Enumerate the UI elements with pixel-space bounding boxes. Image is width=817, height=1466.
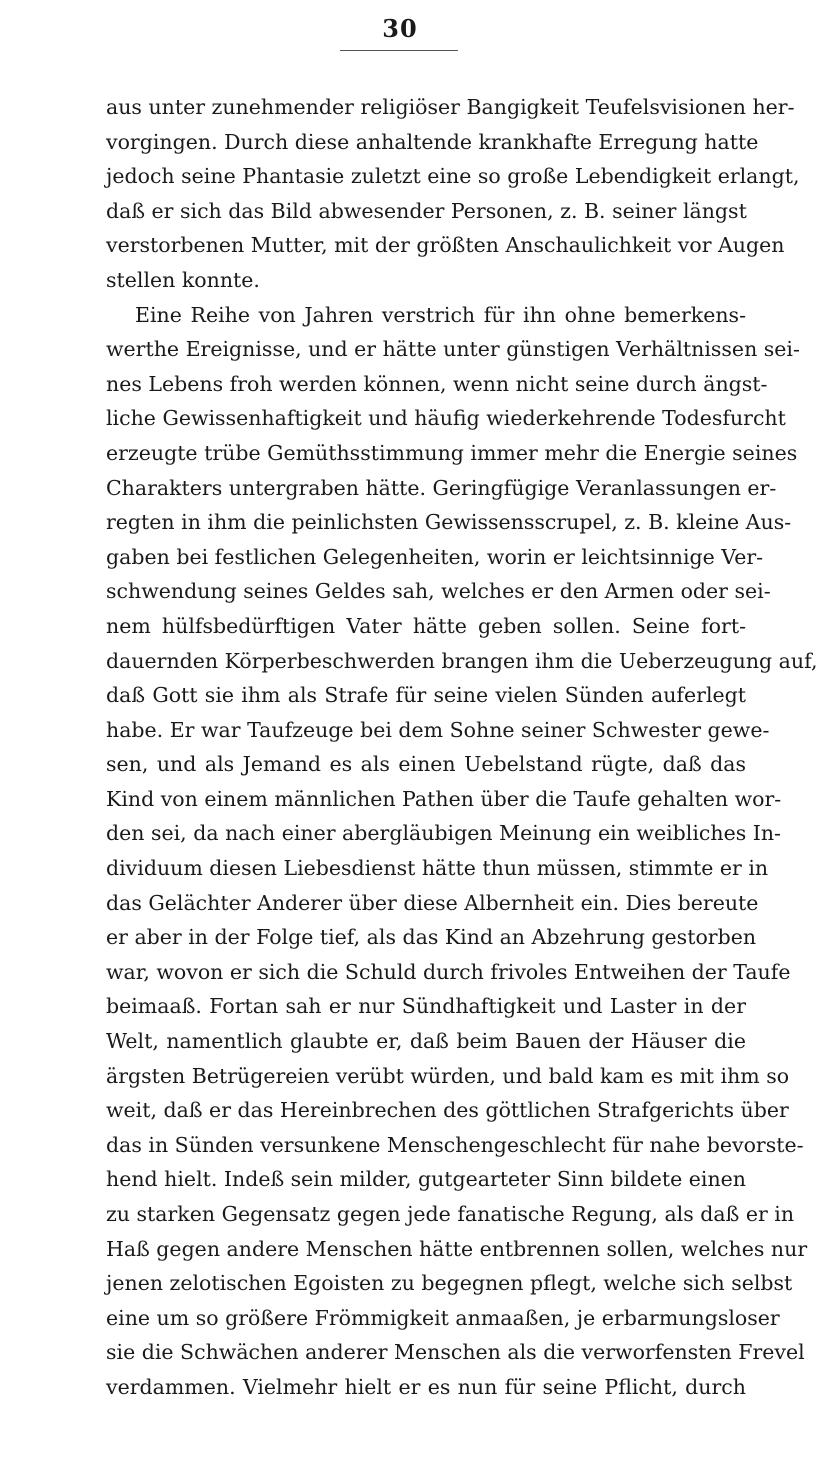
text-line: Eine Reihe von Jahren verstrich für ihn ohne bemerkens- <box>135 302 746 327</box>
text-line: war, wovon er sich die Schuld durch frivoles Entweihen der Taufe <box>106 959 791 984</box>
text-line: das in Sünden versunkene Menschengeschlecht für nahe bevorste- <box>106 1132 804 1157</box>
text-line: dauernden Körperbeschwerden brangen ihm die Ueberzeugung auf, <box>106 648 817 673</box>
text-line: das Gelächter Anderer über diese Albernheit ein. Dies bereute <box>106 890 759 915</box>
text-line: gaben bei festlichen Gelegenheiten, worin er leichtsinnige Ver- <box>106 544 764 569</box>
text-line: dividuum diesen Liebesdienst hätte thun müssen, stimmte er in <box>106 856 769 881</box>
text-line: er aber in der Folge tief, als das Kind an Abzehrung gestorben <box>106 925 757 950</box>
text-line: hend hielt. Indeß sein milder, gutgearteter Sinn bildete einen <box>106 1167 746 1192</box>
text-line: liche Gewissenhaftigkeit und häufig wiederkehrende Todesfurcht <box>106 406 786 431</box>
text-line: jenen zelotischen Egoisten zu begegnen pflegt, welche sich selbst <box>106 1271 793 1296</box>
text-line: sie die Schwächen anderer Menschen als die verworfensten Frevel <box>106 1340 805 1365</box>
text-line: schwendung seines Geldes sah, welches er den Armen oder sei- <box>106 579 771 604</box>
text-line: ärgsten Betrügereien verübt würden, und bald kam es mit ihm so <box>106 1063 790 1088</box>
text-line: verstorbenen Mutter, mit der größten Anschaulichkeit vor Augen <box>106 233 785 258</box>
text-line: stellen konnte. <box>106 267 260 292</box>
text-line: erzeugte trübe Gemüthsstimmung immer mehr die Energie seines <box>106 440 798 465</box>
text-line: sen, und als Jemand es als einen Uebelstand rügte, daß das <box>106 752 746 777</box>
text-line: jedoch seine Phantasie zuletzt eine so große Lebendigkeit erlangt, <box>106 164 800 189</box>
body-text <box>106 90 817 1405</box>
text-line: den sei, da nach einer abergläubigen Meinung ein weibliches In- <box>106 821 781 846</box>
text-line: beimaaß. Fortan sah er nur Sündhaftigkeit und Laster in der <box>106 994 746 1019</box>
text-line: eine um so größere Frömmigkeit anmaaßen, je erbarmungsloser <box>106 1305 780 1330</box>
text-line: aus unter zunehmender religiöser Bangigkeit Teufelsvisionen her- <box>106 95 795 119</box>
text-line: verdammen. Vielmehr hielt er es nun für seine Pflicht, durch <box>106 1374 746 1399</box>
text-line: nem hülfsbedürftigen Vater hätte geben sollen. Seine fort- <box>106 613 746 638</box>
text-line: habe. Er war Taufzeuge bei dem Sohne seiner Schwester gewe- <box>106 717 770 742</box>
text-line: weit, daß er das Hereinbrechen des göttlichen Strafgerichts über <box>106 1098 789 1123</box>
page-number-rule <box>340 50 458 51</box>
text-line: daß Gott sie ihm als Strafe für seine vielen Sünden auferlegt <box>106 683 746 708</box>
text-line: Kind von einem männlichen Pathen über die Taufe gehalten wor- <box>106 786 782 811</box>
text-line: regten in ihm die peinlichsten Gewissensscrupel, z. B. kleine Aus- <box>106 510 792 535</box>
text-line: Haß gegen andere Menschen hätte entbrennen sollen, welches nur <box>106 1236 808 1261</box>
page-number: 30 <box>382 14 418 43</box>
text-line: Charakters untergraben hätte. Geringfügige Veranlassungen er- <box>106 475 777 500</box>
text-line: nes Lebens froh werden können, wenn nicht seine durch ängst- <box>106 371 768 396</box>
text-line: vorgingen. Durch diese anhaltende krankhafte Erregung hatte <box>106 129 759 154</box>
text-line: Welt, namentlich glaubte er, daß beim Bauen der Häuser die <box>106 1029 746 1054</box>
text-line: werthe Ereignisse, und er hätte unter günstigen Verhältnissen sei- <box>106 337 800 362</box>
text-line: zu starken Gegensatz gegen jede fanatische Regung, als daß er in <box>106 1202 795 1226</box>
text-line: daß er sich das Bild abwesender Personen, z. B. seiner längst <box>106 198 747 223</box>
